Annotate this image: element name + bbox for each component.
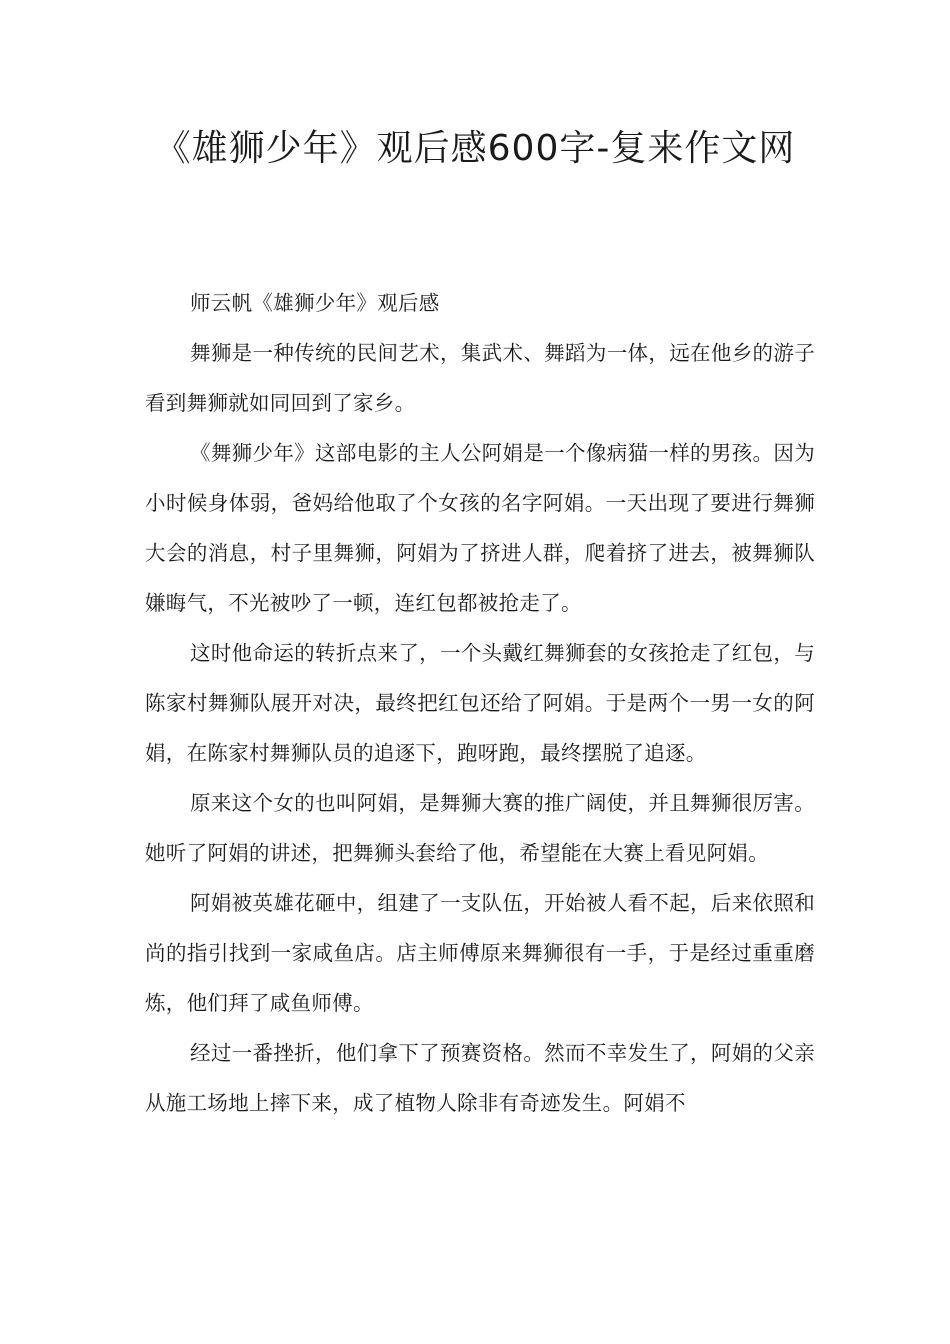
document-body	[145, 278, 815, 1128]
paragraph-author-line: 师云帆《雄狮少年》观后感	[190, 291, 440, 315]
paragraph: 阿娟被英雄花砸中，组建了一支队伍，开始被人看不起，后来依照和尚的指引找到一家咸鱼店。店主师傅原来舞狮很有一手，于是经过重重磨炼，他们拜了咸鱼师傅。	[145, 891, 815, 1015]
paragraph: 《舞狮少年》这部电影的主人公阿娟是一个像病猫一样的男孩。因为小时候身体弱，爸妈给他取了个女孩的名字阿娟。一天出现了要进行舞狮大会的消息，村子里舞狮，阿娟为了挤进人群，爬着挤了进去，被舞狮队嫌晦气，不光被吵了一顿，连红包都被抢走了。	[145, 441, 815, 615]
document-title: 《雄狮少年》观后感600字-复来作文网	[154, 128, 796, 169]
paragraph: 原来这个女的也叫阿娟，是舞狮大赛的推广阔使，并且舞狮很厉害。她听了阿娟的讲述，把舞狮头套给了他，希望能在大赛上看见阿娟。	[145, 791, 815, 865]
paragraph: 这时他命运的转折点来了，一个头戴红舞狮套的女孩抢走了红包，与陈家村舞狮队展开对决，最终把红包还给了阿娟。于是两个一男一女的阿娟，在陈家村舞狮队员的追逐下，跑呀跑，最终摆脱了追逐。	[145, 641, 815, 765]
paragraph: 经过一番挫折，他们拿下了预赛资格。然而不幸发生了，阿娟的父亲从施工场地上摔下来，成了植物人除非有奇迹发生。阿娟不	[145, 1041, 815, 1115]
paragraph: 舞狮是一种传统的民间艺术，集武术、舞蹈为一体，远在他乡的游子看到舞狮就如同回到了家乡。	[145, 341, 815, 415]
